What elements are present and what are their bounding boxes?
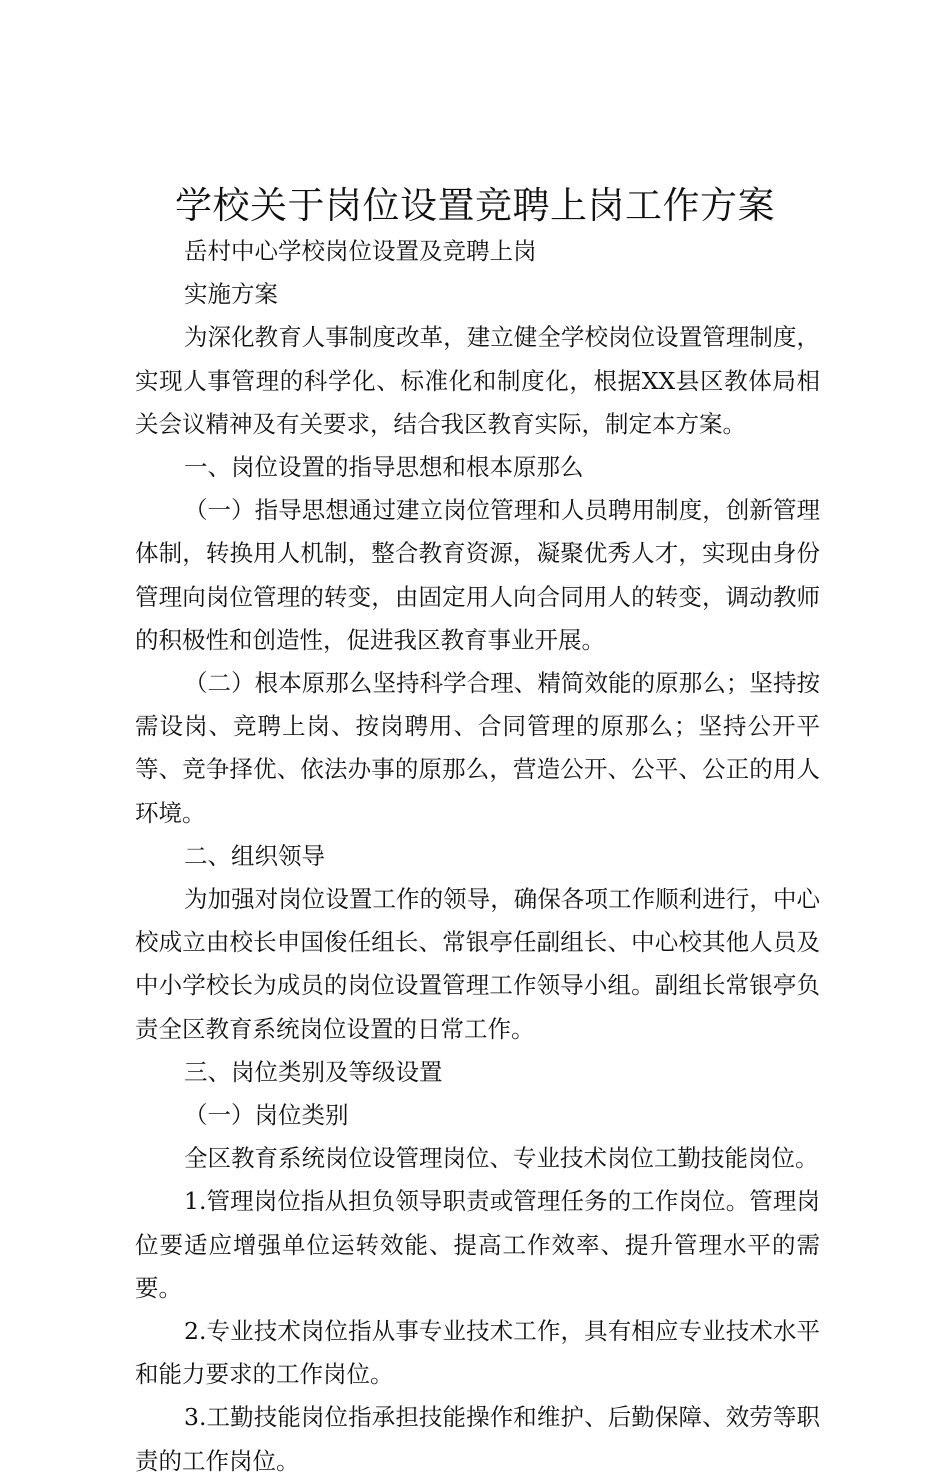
list-item-service-post: 3.工勤技能岗位指承担技能操作和维护、后勤保障、效劳等职责的工作岗位。 [135, 1403, 820, 1475]
paragraph-intro: 为深化教育人事制度改革，建立健全学校岗位设置管理制度，实现人事管理的科学化、标准化和制度化，根据XX县区教体局相关会议精神及有关要求，结合我区教育实际，制定本方案。 [135, 323, 820, 438]
section-heading-3: 三、岗位类别及等级设置 [184, 1057, 443, 1086]
paragraph-basic-principles: （二）根本原那么坚持科学合理、精简效能的原那么；坚持按需设岗、竞聘上岗、按岗聘用、合同管理的原那么；坚持公开平等、竞争择优、依法办事的原那么，营造公开、公平、公正的用人环境。 [135, 669, 820, 827]
document-body [135, 230, 820, 1483]
paragraph-post-categories: 全区教育系统岗位设管理岗位、专业技术岗位工勤技能岗位。 [184, 1144, 819, 1173]
paragraph-organization: 为加强对岗位设置工作的领导，确保各项工作顺利进行，中心校成立由校长申国俊任组长、常银亭任副组长、中心校其他人员及中小学校长为成员的岗位设置管理工作领导小组。副组长常银亭负责全区教育系统岗位设置的日常工作。 [135, 885, 820, 1043]
paragraph-subtitle: 实施方案 [184, 280, 278, 309]
document-title: 学校关于岗位设置竞聘上岗工作方案 [175, 184, 775, 227]
paragraph-school-name: 岳村中心学校岗位设置及竞聘上岗 [184, 237, 537, 265]
section-heading-1: 一、岗位设置的指导思想和根本原那么 [184, 453, 584, 482]
list-item-management-post: 1.管理岗位指从担负领导职责或管理任务的工作岗位。管理岗位要适应增强单位运转效能、提高工作效率、提升管理水平的需要。 [135, 1187, 820, 1302]
subsection-heading-post-types: （一）岗位类别 [184, 1101, 349, 1130]
section-heading-2: 二、组织领导 [184, 841, 325, 870]
paragraph-guiding-ideology: （一）指导思想通过建立岗位管理和人员聘用制度，创新管理体制，转换用人机制，整合教育资源，凝聚优秀人才，实现由身份管理向岗位管理的转变，由固定用人向合同用人的转变，调动教师的积极性和创造性，促进我区教育事业开展。 [135, 496, 820, 654]
list-item-technical-post: 2.专业技术岗位指从事专业技术工作，具有相应专业技术水平和能力要求的工作岗位。 [135, 1317, 820, 1389]
